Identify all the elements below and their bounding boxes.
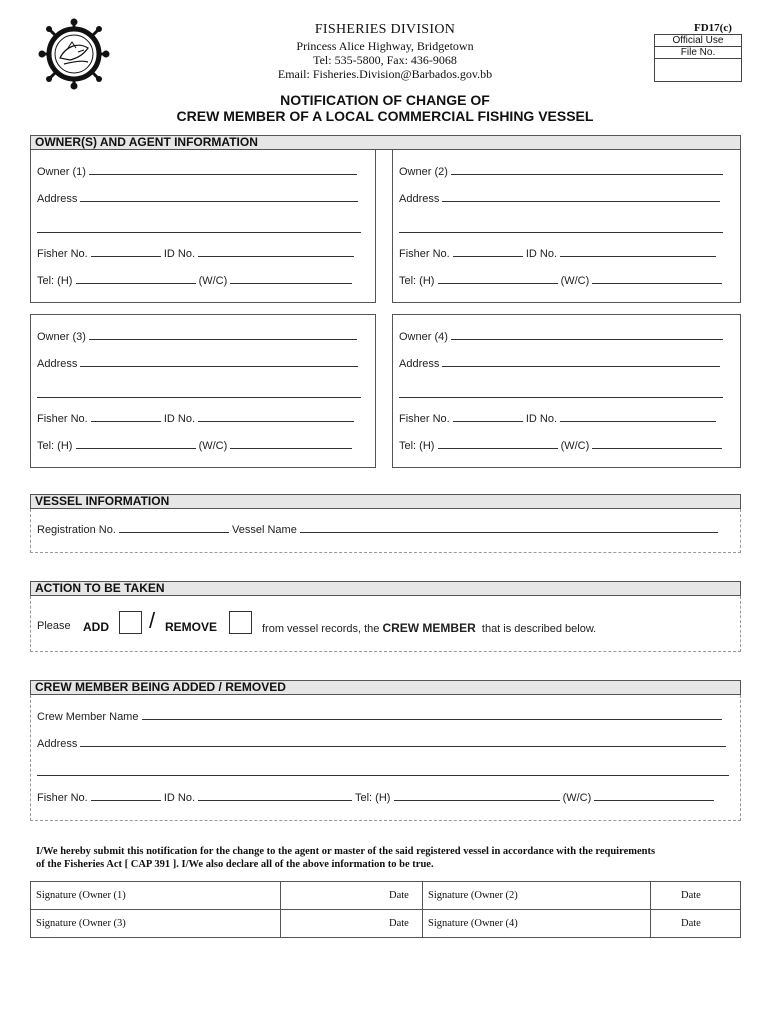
owner-4-address-line2[interactable]: [399, 397, 723, 398]
division-name: FISHERIES DIVISION: [314, 22, 456, 37]
crew-address-field[interactable]: Address: [37, 738, 726, 750]
owner-1-panel: [30, 149, 376, 303]
owner-1-tel-field[interactable]: Tel: (H) (W/C): [37, 275, 352, 287]
form-title-line1: NOTIFICATION OF CHANGE OF: [280, 92, 490, 108]
division-email: Email: Fisheries.Division@Barbados.gov.bb: [277, 67, 493, 81]
owners-section-heading: OWNER(S) AND AGENT INFORMATION: [30, 135, 741, 150]
owner-3-address-line2[interactable]: [37, 397, 361, 398]
owner-1-address-line2[interactable]: [37, 232, 361, 233]
crew-panel: [30, 695, 741, 821]
vessel-section-heading: VESSEL INFORMATION: [30, 494, 741, 509]
owner-3-tel-field[interactable]: Tel: (H) (W/C): [37, 440, 352, 452]
owner-4-fisher-id-field[interactable]: Fisher No. ID No.: [399, 413, 716, 425]
owner-1-field[interactable]: Owner (1): [37, 166, 357, 178]
please-label: Please: [37, 620, 71, 632]
official-use-label: Official Use: [655, 35, 741, 47]
remove-label: REMOVE: [165, 620, 218, 634]
division-address: Princess Alice Highway, Bridgetown: [296, 39, 474, 53]
signature-date-4-cell[interactable]: Date: [651, 910, 741, 938]
signature-date-2-cell[interactable]: Date: [651, 882, 741, 910]
form-code: FD17(c): [694, 22, 732, 34]
vessel-panel: [30, 509, 741, 553]
vessel-registration-name-field[interactable]: Registration No. Vessel Name: [37, 524, 718, 536]
owner-2-fisher-id-field[interactable]: Fisher No. ID No.: [399, 248, 716, 260]
official-use-box: [654, 34, 742, 82]
owner-3-field[interactable]: Owner (3): [37, 331, 357, 343]
signature-date-1-cell[interactable]: Date: [281, 882, 423, 910]
declaration-line1: I/We hereby submit this notification for the change to the agent or master of the said registered vessel in accordance with the requirements: [36, 846, 656, 857]
owner-4-tel-field[interactable]: Tel: (H) (W/C): [399, 440, 722, 452]
action-section-heading: ACTION TO BE TAKEN: [30, 581, 741, 596]
action-description: from vessel records, the CREW MEMBER that is described below.: [262, 621, 597, 635]
signature-owner-3-cell[interactable]: Signature (Owner (3): [31, 910, 281, 938]
owner-4-field[interactable]: Owner (4): [399, 331, 723, 343]
owner-3-address-field[interactable]: Address: [37, 358, 358, 370]
crew-fisher-id-tel-field[interactable]: Fisher No. ID No. Tel: (H) (W/C): [37, 792, 714, 804]
signature-table: [30, 881, 741, 938]
division-phone: Tel: 535-5800, Fax: 436-9068: [313, 53, 457, 67]
declaration-line2: of the Fisheries Act [ CAP 391 ]. I/We also declare all of the above information to be true.: [36, 859, 434, 870]
fisheries-ship-wheel-logo-icon: [38, 18, 110, 90]
slash-separator: /: [149, 608, 156, 633]
owner-1-fisher-id-field[interactable]: Fisher No. ID No.: [37, 248, 354, 260]
owner-4-panel: [392, 314, 741, 468]
owner-3-panel: [30, 314, 376, 468]
owner-2-address-field[interactable]: Address: [399, 193, 720, 205]
owner-3-fisher-id-field[interactable]: Fisher No. ID No.: [37, 413, 354, 425]
signature-owner-2-cell[interactable]: Signature (Owner (2): [423, 882, 651, 910]
file-no-label: File No.: [655, 47, 741, 59]
crew-section-heading: CREW MEMBER BEING ADDED / REMOVED: [30, 680, 741, 695]
owner-4-address-field[interactable]: Address: [399, 358, 720, 370]
form-title-line2: CREW MEMBER OF A LOCAL COMMERCIAL FISHING VESSEL: [176, 108, 594, 124]
remove-checkbox[interactable]: [229, 611, 252, 634]
signature-row: [31, 910, 741, 938]
action-panel: [30, 596, 741, 652]
add-label: ADD: [83, 620, 109, 634]
signature-owner-4-cell[interactable]: Signature (Owner (4): [423, 910, 651, 938]
owner-2-field[interactable]: Owner (2): [399, 166, 723, 178]
owner-2-address-line2[interactable]: [399, 232, 723, 233]
crew-address-line2[interactable]: [37, 775, 729, 776]
owner-2-tel-field[interactable]: Tel: (H) (W/C): [399, 275, 722, 287]
signature-owner-1-cell[interactable]: Signature (Owner (1): [31, 882, 281, 910]
signature-date-3-cell[interactable]: Date: [281, 910, 423, 938]
add-checkbox[interactable]: [119, 611, 142, 634]
crew-member-name-field[interactable]: Crew Member Name: [37, 711, 722, 723]
owner-1-address-field[interactable]: Address: [37, 193, 358, 205]
owner-2-panel: [392, 149, 741, 303]
signature-row: [31, 882, 741, 910]
